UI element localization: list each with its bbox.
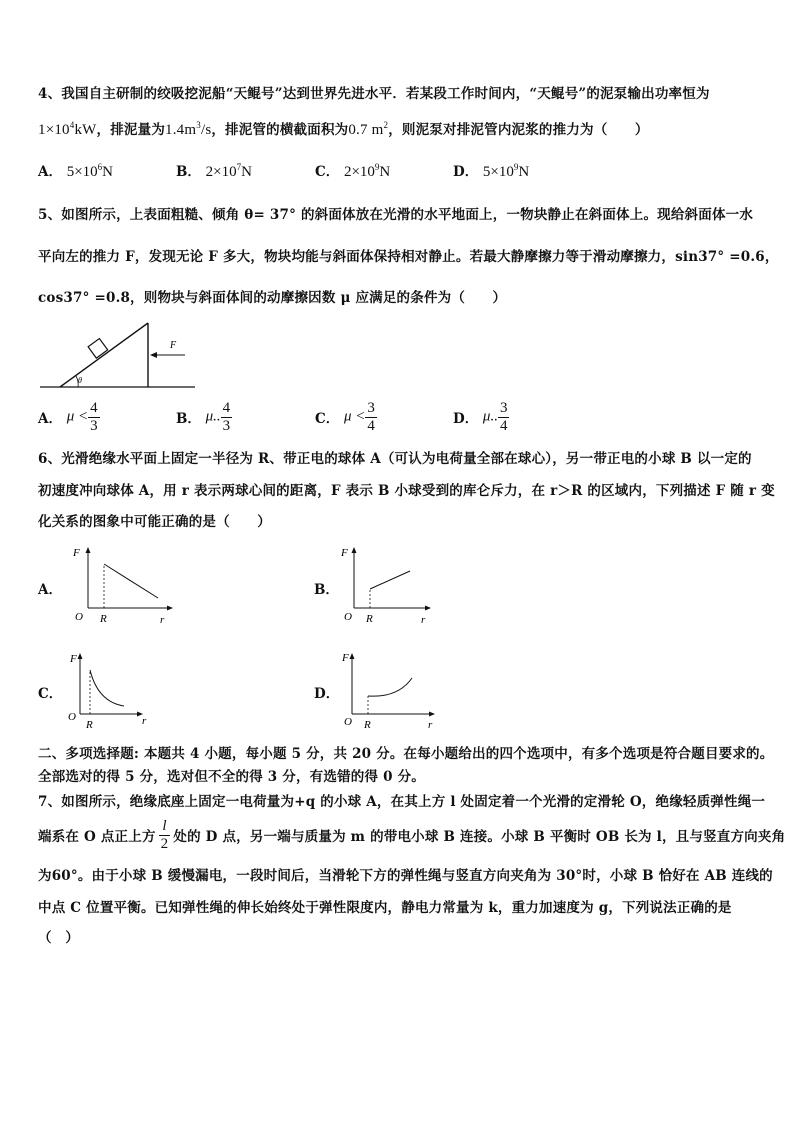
q4-line1: 4、我国自主研制的绞吸挖泥船“天鲲号”达到世界先进水平．若某段工作时间内，“天鲲号”的泥泵输出功率恒为 <box>38 86 710 102</box>
q7-line1: 7、如图所示，绝缘底座上固定一电荷量为+q 的小球 A，在其上方 l 处固定着一个光滑的定滑轮 O，绝缘轻质弹性绳一 <box>38 794 766 810</box>
q7-line3: 为60°。由于小球 B 缓慢漏电，一段时间后，当滑轮下方的弹性绳与竖直方向夹角为 30°时，小球 B 恰好在 AB 连线的 <box>38 868 773 884</box>
q6-line1: 6、光滑绝缘水平面上固定一半径为 R、带正电的球体 A（可认为电荷量全部在球心），另一带正电的小球 B 以一定的 <box>38 451 752 467</box>
graph-c-curve <box>90 670 124 706</box>
q5-option-b: B． μ.. $\frac{4}{3}$ <box>176 400 231 434</box>
section2-line2: 全部选对的得 5 分，选对但不全的得 3 分，有选错的得 0 分。 <box>38 769 425 785</box>
force-label: F <box>170 340 177 351</box>
graph-b <box>336 542 446 630</box>
graph-b-curve <box>370 571 410 589</box>
svg-text:R: R <box>366 613 373 625</box>
q5-option-c: C． μ < $\frac{3}{4}$ <box>315 400 375 434</box>
svg-text:O: O <box>344 716 352 728</box>
q6-line3: 化关系的图象中可能正确的是（ ） <box>38 514 271 530</box>
q4-power: $1\times 10^4kW$ <box>38 120 97 138</box>
svg-text:F: F <box>341 547 348 559</box>
graph-b-label: B． <box>314 582 339 598</box>
q4-line2: $1\times 10^4kW$，排泥量为$1.4m^3/s$，排泥管的横截面积为0.7 $m^2$，则泥泵对排泥管内泥浆的推力为（ ） <box>38 120 649 138</box>
svg-text:R: R <box>364 719 371 731</box>
q7-fraction: $\frac{l}{2}$ <box>160 818 169 852</box>
q7-line2: 端系在 O 点正上方 $\frac{l}{2}$ 处的 D 点，另一端与质量为 m 的带电小球 B 连接。小球 B 平衡时 OB 长为 l，且与竖直方向夹角 <box>38 818 786 852</box>
svg-text:R: R <box>86 719 93 731</box>
svg-text:O: O <box>75 611 83 623</box>
q5-option-a: A． μ < $\frac{4}{3}$ <box>38 400 98 434</box>
q4-option-c: C． $2\times 10^9N$ <box>315 162 391 180</box>
svg-text:r: r <box>160 614 165 626</box>
svg-text:r: r <box>421 614 426 626</box>
incline-figure <box>40 318 195 393</box>
q6-line2: 初速度冲向球体 A，用 r 表示两球心间的距离，F 表示 B 小球受到的库仑斥力，在 r＞R 的区域内，下列描述 F 随 r 变 <box>38 483 775 499</box>
q4-area: 0.7 $m^2$ <box>348 120 389 138</box>
q7-line4: 中点 C 位置平衡。已知弹性绳的伸长始终处于弹性限度内，静电力常量为 k，重力加速度为 g，下列说法正确的是 <box>38 900 732 916</box>
svg-text:F: F <box>342 652 349 664</box>
svg-text:F: F <box>70 653 77 665</box>
q5-line3: cos37° =0.8，则物块与斜面体间的动摩擦因数 μ 应满足的条件为（ ） <box>38 290 507 306</box>
graph-a <box>70 542 180 630</box>
graph-a-label: A． <box>38 582 62 598</box>
graph-c-label: C． <box>38 686 63 702</box>
angle-label: θ <box>78 376 82 385</box>
incline-slope <box>60 323 148 387</box>
q4-option-b: B． $2\times 10^7N$ <box>176 162 252 180</box>
svg-text:r: r <box>428 719 433 731</box>
force-arrowhead <box>150 352 157 358</box>
section2-line1: 二、多项选择题: 本题共 4 小题，每小题 5 分，共 20 分。在每小题给出的四个选项中，有多个选项是符合题目要求的。 <box>38 746 774 762</box>
q4-option-a: A． $5\times 10^6N$ <box>38 162 113 180</box>
graph-d <box>336 646 446 734</box>
svg-text:r: r <box>142 715 147 727</box>
graph-d-label: D． <box>314 686 340 702</box>
q5-line1: 5、如图所示，上表面粗糙、倾角 θ= 37° 的斜面体放在光滑的水平地面上，一物块静止在斜面体上。现给斜面体一水 <box>38 207 754 223</box>
graph-a-curve <box>104 564 158 598</box>
svg-text:O: O <box>68 711 76 723</box>
graph-c <box>62 646 162 734</box>
svg-text:O: O <box>344 611 352 623</box>
q5-line2: 平向左的推力 F，发现无论 F 多大，物块均能与斜面体保持相对静止。若最大静摩擦力等于滑动摩擦力，sin37° =0.6， <box>38 249 779 265</box>
q4-option-d: D． $5\times 10^9N$ <box>453 162 530 180</box>
svg-text:F: F <box>73 547 80 559</box>
q5-option-d: D． μ.. $\frac{3}{4}$ <box>453 400 508 434</box>
q7-line5: （ ） <box>38 930 80 946</box>
graph-d-curve <box>368 678 412 696</box>
q4-flow: $1.4m^3/s$ <box>165 120 212 138</box>
svg-text:R: R <box>100 613 107 625</box>
